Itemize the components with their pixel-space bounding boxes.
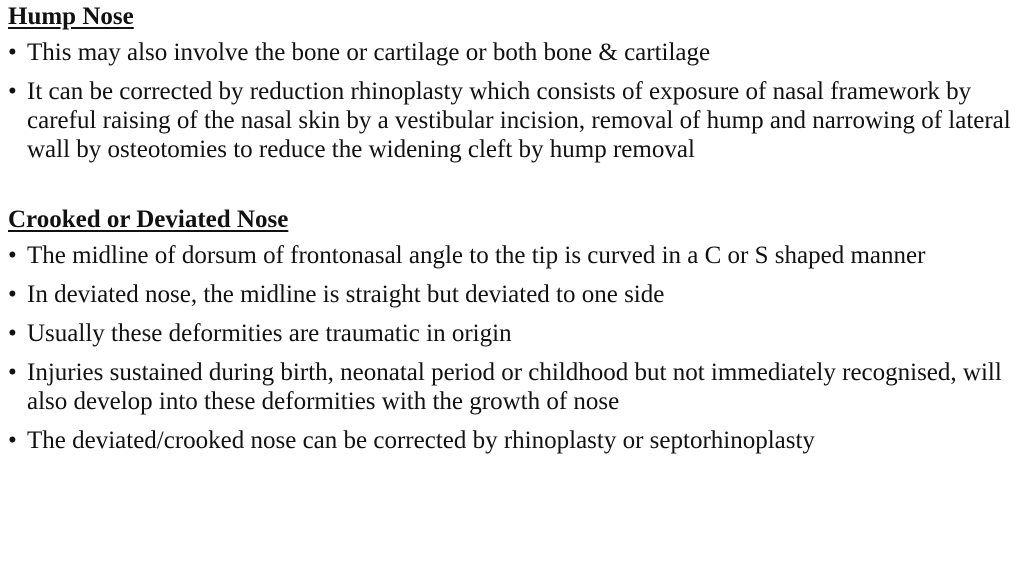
bullet-dot-icon: • (8, 78, 17, 105)
bullet-dot-icon: • (8, 359, 17, 386)
bullet-text: The midline of dorsum of frontonasal angle to the tip is curved in a C or S shaped manner (27, 242, 926, 269)
bullet-text: The deviated/crooked nose can be corrected by rhinoplasty or septorhinoplasty (27, 427, 815, 454)
slide-content (8, 0, 1020, 465)
bullet-text: It can be corrected by reduction rhinoplasty which consists of exposure of nasal framework by careful raising of the nasal skin by a vestibular incision, removal of hump and narrowing of lateral wall by osteotomies to reduce the widening cleft by hump removal (27, 78, 1011, 163)
bullet-dot-icon: • (8, 39, 17, 66)
bullet-dot-icon: • (8, 242, 17, 269)
bullet-item (8, 280, 1020, 309)
bullet-item (8, 358, 1020, 416)
bullet-text: Usually these deformities are traumatic in origin (27, 320, 512, 347)
bullet-dot-icon: • (8, 281, 17, 308)
bullet-item (8, 77, 1020, 164)
bullet-dot-icon: • (8, 427, 17, 454)
bullet-item (8, 38, 1020, 67)
bullet-item (8, 241, 1020, 270)
bullet-item (8, 319, 1020, 348)
hump-nose-bullet-list (8, 38, 1020, 164)
bullet-text: Injuries sustained during birth, neonatal period or childhood but not immediately recognised, will also develop into these deformities with the growth of nose (27, 359, 1002, 415)
bullet-item (8, 426, 1020, 455)
bullet-text: In deviated nose, the midline is straight but deviated to one side (27, 281, 665, 308)
hump-nose-heading: Hump Nose (8, 3, 134, 30)
bullet-text: This may also involve the bone or cartilage or both bone & cartilage (27, 39, 711, 66)
crooked-nose-heading: Crooked or Deviated Nose (8, 206, 289, 233)
bullet-dot-icon: • (8, 320, 17, 347)
crooked-nose-bullet-list (8, 241, 1020, 455)
